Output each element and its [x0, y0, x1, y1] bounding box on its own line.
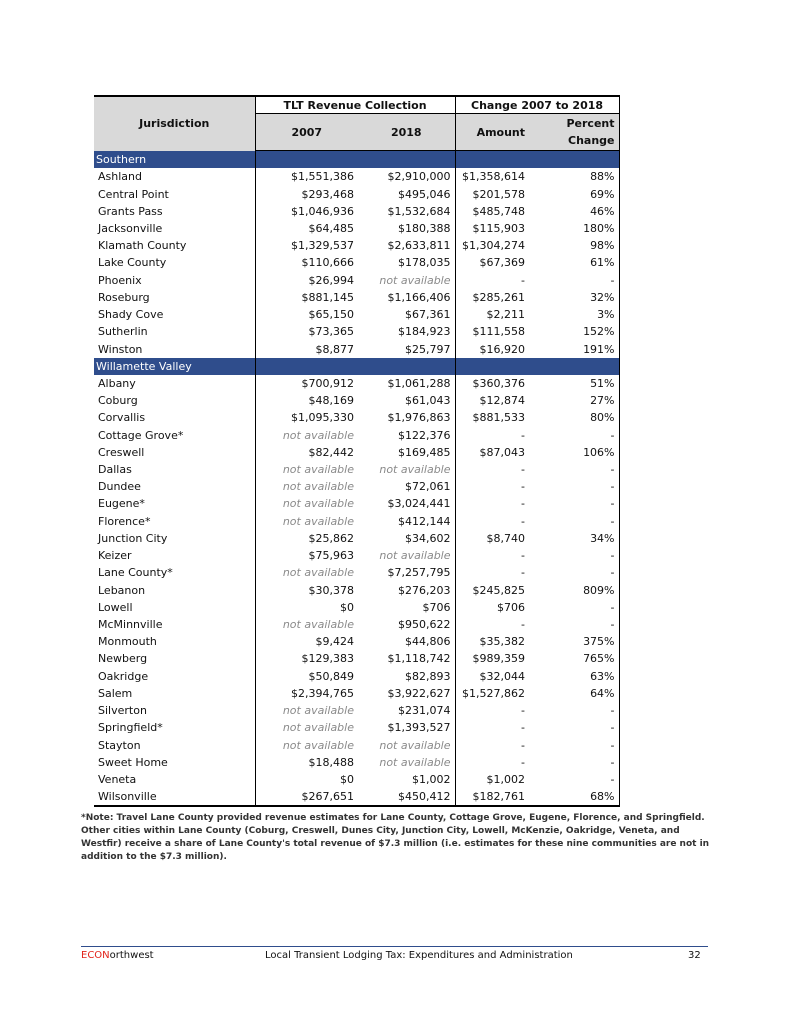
- percent-change-cell: 180%: [529, 220, 619, 237]
- table-row: [94, 719, 619, 736]
- change-amount-cell: $182,761: [455, 788, 529, 806]
- footer-brand-logo: [81, 950, 154, 961]
- table-row: [94, 220, 619, 237]
- revenue-2007-cell: $110,666: [255, 254, 358, 271]
- jurisdiction-cell: Grants Pass: [98, 204, 163, 218]
- jurisdiction-cell: Coburg: [98, 394, 138, 408]
- revenue-2018-cell: not available: [358, 736, 455, 753]
- revenue-2018-cell: $1,061,288: [358, 375, 455, 392]
- jurisdiction-cell: Albany: [98, 376, 136, 390]
- revenue-2007-cell: not available: [255, 495, 358, 512]
- percent-change-cell: 68%: [529, 788, 619, 806]
- revenue-2018-cell: $3,024,441: [358, 495, 455, 512]
- table-footnote: *Note: Travel Lane County provided revenue estimates for Lane County, Cottage Grove, Eugene, Florence, and Springfield. Other cities within Lane County (Coburg, Creswell, Dunes City, Junction City, Lowell, McKenzie, Oakridge, Veneta, and Westfir) receive a share of Lane County's total revenue of $7.3 million (i.e. estimates for these nine communities are not in addition to the $7.3 million).: [81, 813, 710, 862]
- jurisdiction-cell: Stayton: [98, 738, 141, 752]
- revenue-2007-cell: $1,046,936: [255, 203, 358, 220]
- table-row: [94, 513, 619, 530]
- percent-change-cell: 3%: [529, 306, 619, 323]
- jurisdiction-cell: Phoenix: [98, 273, 142, 287]
- table-row: [94, 289, 619, 306]
- table-row: [94, 306, 619, 323]
- jurisdiction-cell: Junction City: [98, 531, 168, 545]
- table-row: [94, 427, 619, 444]
- jurisdiction-cell: Dundee: [98, 480, 141, 494]
- page-number: 32: [688, 950, 701, 961]
- revenue-2007-cell: $64,485: [255, 220, 358, 237]
- brand-rest: orthwest: [109, 950, 154, 961]
- revenue-2007-cell: $129,383: [255, 650, 358, 667]
- percent-change-cell: 46%: [529, 203, 619, 220]
- percent-change-cell: -: [529, 513, 619, 530]
- percent-change-cell: 809%: [529, 581, 619, 598]
- change-amount-cell: -: [521, 704, 526, 718]
- revenue-2018-cell: $3,922,627: [358, 685, 455, 702]
- table-row: [94, 237, 619, 254]
- change-amount-cell: $115,903: [472, 221, 526, 235]
- table-row: [94, 461, 619, 478]
- table-row: [94, 478, 619, 495]
- change-amount-cell: $1,304,274: [462, 239, 526, 253]
- percent-change-cell: -: [529, 427, 619, 444]
- revenue-2018-cell: $44,806: [358, 633, 455, 650]
- change-amount-cell: -: [521, 549, 526, 563]
- revenue-2007-cell: not available: [255, 702, 358, 719]
- change-amount-cell: $989,359: [472, 652, 526, 666]
- footer-document-title: Local Transient Lodging Tax: Expenditures and Administration: [265, 950, 573, 961]
- change-amount-cell: $706: [497, 600, 526, 614]
- section-band-fill: [255, 358, 455, 375]
- jurisdiction-cell: Klamath County: [98, 239, 187, 253]
- table-row: [94, 375, 619, 392]
- change-amount-cell: $485,748: [472, 204, 526, 218]
- section-header-row: [94, 151, 619, 169]
- jurisdiction-cell: Creswell: [98, 445, 145, 459]
- change-amount-cell: $2,211: [486, 308, 526, 322]
- percent-change-cell: -: [529, 564, 619, 581]
- jurisdiction-cell: Lake County: [98, 256, 167, 270]
- change-amount-cell: -: [521, 721, 526, 735]
- percent-change-cell: 51%: [529, 375, 619, 392]
- change-amount-cell: $1,002: [486, 772, 526, 786]
- percent-change-cell: -: [529, 719, 619, 736]
- change-amount-cell: -: [521, 566, 526, 580]
- header-group-change: Change 2007 to 2018: [455, 96, 619, 114]
- revenue-2018-cell: $184,923: [358, 323, 455, 340]
- jurisdiction-cell: Veneta: [98, 772, 137, 786]
- change-amount-cell: $35,382: [479, 635, 526, 649]
- revenue-2018-cell: $2,633,811: [358, 237, 455, 254]
- revenue-2007-cell: $1,329,537: [255, 237, 358, 254]
- revenue-2007-cell: not available: [255, 719, 358, 736]
- table-body: [94, 151, 619, 807]
- table-row: [94, 771, 619, 788]
- percent-change-cell: -: [529, 754, 619, 771]
- change-amount-cell: -: [521, 514, 526, 528]
- revenue-2018-cell: $61,043: [358, 392, 455, 409]
- revenue-2007-cell: $1,095,330: [255, 409, 358, 426]
- revenue-2018-cell: $450,412: [358, 788, 455, 806]
- table-row: [94, 323, 619, 340]
- change-amount-cell: $67,369: [479, 256, 526, 270]
- revenue-2007-cell: $700,912: [255, 375, 358, 392]
- jurisdiction-cell: Monmouth: [98, 635, 157, 649]
- percent-change-cell: 152%: [529, 323, 619, 340]
- table-header: [94, 96, 619, 151]
- revenue-2007-cell: $50,849: [255, 668, 358, 685]
- change-amount-cell: -: [521, 497, 526, 511]
- percent-change-cell: -: [529, 599, 619, 616]
- revenue-2018-cell: $950,622: [358, 616, 455, 633]
- header-percent-line1: Percent: [566, 117, 615, 130]
- percent-change-cell: 98%: [529, 237, 619, 254]
- percent-change-cell: -: [529, 272, 619, 289]
- table-row: [94, 599, 619, 616]
- percent-change-cell: 69%: [529, 185, 619, 202]
- table-row: [94, 788, 619, 806]
- jurisdiction-cell: Florence*: [98, 514, 151, 528]
- change-amount-cell: $1,527,862: [462, 686, 526, 700]
- revenue-2018-cell: $169,485: [358, 444, 455, 461]
- table-row: [94, 702, 619, 719]
- change-amount-cell: $285,261: [472, 290, 526, 304]
- table-row: [94, 168, 619, 185]
- header-percent-change: [529, 114, 619, 151]
- table-row: [94, 616, 619, 633]
- percent-change-cell: -: [529, 547, 619, 564]
- percent-change-cell: 63%: [529, 668, 619, 685]
- revenue-2018-cell: $25,797: [358, 340, 455, 357]
- change-amount-cell: $245,825: [472, 583, 526, 597]
- revenue-2018-cell: $72,061: [358, 478, 455, 495]
- revenue-2007-cell: $18,488: [255, 754, 358, 771]
- section-band-fill: [255, 151, 455, 169]
- change-amount-cell: $32,044: [479, 669, 526, 683]
- change-amount-cell: -: [521, 618, 526, 632]
- revenue-2018-cell: not available: [358, 754, 455, 771]
- revenue-2007-cell: $48,169: [255, 392, 358, 409]
- revenue-2007-cell: not available: [255, 564, 358, 581]
- table-row: [94, 581, 619, 598]
- table-row: [94, 203, 619, 220]
- section-label: Willamette Valley: [94, 358, 255, 375]
- change-amount-cell: -: [521, 738, 526, 752]
- jurisdiction-cell: Eugene*: [98, 497, 145, 511]
- jurisdiction-cell: McMinnville: [98, 618, 163, 632]
- percent-change-cell: 106%: [529, 444, 619, 461]
- revenue-2018-cell: $2,910,000: [358, 168, 455, 185]
- percent-change-cell: -: [529, 495, 619, 512]
- change-amount-cell: $16,920: [479, 342, 526, 356]
- revenue-2018-cell: $231,074: [358, 702, 455, 719]
- change-amount-cell: $111,558: [472, 325, 526, 339]
- table-row: [94, 736, 619, 753]
- change-amount-cell: $881,533: [472, 411, 526, 425]
- header-2018: 2018: [358, 114, 455, 151]
- table-row: [94, 392, 619, 409]
- revenue-2018-cell: $7,257,795: [358, 564, 455, 581]
- percent-change-cell: 34%: [529, 530, 619, 547]
- jurisdiction-cell: Roseburg: [98, 290, 150, 304]
- change-amount-cell: $201,578: [472, 187, 526, 201]
- table-row: [94, 185, 619, 202]
- jurisdiction-cell: Lowell: [98, 600, 133, 614]
- change-amount-cell: -: [521, 463, 526, 477]
- jurisdiction-cell: Keizer: [98, 549, 132, 563]
- revenue-2007-cell: $65,150: [255, 306, 358, 323]
- section-band-fill: [455, 151, 619, 169]
- revenue-2018-cell: $276,203: [358, 581, 455, 598]
- table-row: [94, 754, 619, 771]
- jurisdiction-cell: Lane County*: [98, 566, 173, 580]
- change-amount-cell: $8,740: [486, 531, 526, 545]
- revenue-2007-cell: $82,442: [255, 444, 358, 461]
- revenue-2018-cell: $178,035: [358, 254, 455, 271]
- revenue-2018-cell: $1,002: [358, 771, 455, 788]
- jurisdiction-cell: Cottage Grove*: [98, 428, 184, 442]
- revenue-2018-cell: $34,602: [358, 530, 455, 547]
- percent-change-cell: -: [529, 616, 619, 633]
- percent-change-cell: 765%: [529, 650, 619, 667]
- percent-change-cell: -: [529, 478, 619, 495]
- jurisdiction-cell: Winston: [98, 342, 143, 356]
- revenue-2018-cell: $67,361: [358, 306, 455, 323]
- section-label: Southern: [94, 151, 255, 169]
- table-row: [94, 650, 619, 667]
- change-amount-cell: -: [521, 428, 526, 442]
- jurisdiction-cell: Wilsonville: [94, 788, 255, 806]
- revenue-2007-cell: $0: [255, 599, 358, 616]
- revenue-2018-cell: $1,976,863: [358, 409, 455, 426]
- table-row: [94, 254, 619, 271]
- change-amount-cell: $87,043: [479, 445, 526, 459]
- percent-change-cell: 32%: [529, 289, 619, 306]
- table-row: [94, 547, 619, 564]
- jurisdiction-cell: Corvallis: [98, 411, 146, 425]
- footer-divider: [81, 946, 708, 947]
- revenue-2018-cell: not available: [358, 461, 455, 478]
- revenue-2007-cell: $9,424: [255, 633, 358, 650]
- change-amount-cell: -: [521, 480, 526, 494]
- table-row: [94, 409, 619, 426]
- revenue-2007-cell: $8,877: [255, 340, 358, 357]
- percent-change-cell: -: [529, 736, 619, 753]
- change-amount-cell: $12,874: [479, 394, 526, 408]
- percent-change-cell: -: [529, 771, 619, 788]
- header-percent-line2: Change: [568, 134, 615, 147]
- jurisdiction-cell: Lebanon: [98, 583, 146, 597]
- revenue-2007-cell: $1,551,386: [255, 168, 358, 185]
- revenue-2007-cell: $26,994: [255, 272, 358, 289]
- change-amount-cell: -: [521, 755, 526, 769]
- table-row: [94, 272, 619, 289]
- percent-change-cell: 61%: [529, 254, 619, 271]
- percent-change-cell: -: [529, 702, 619, 719]
- tlt-revenue-table: [94, 95, 620, 807]
- revenue-2007-cell: not available: [255, 461, 358, 478]
- jurisdiction-cell: Shady Cove: [98, 308, 164, 322]
- brand-accent: ECON: [81, 950, 110, 961]
- change-amount-cell: -: [521, 273, 526, 287]
- table-row: [94, 564, 619, 581]
- table-row: [94, 495, 619, 512]
- revenue-2007-cell: not available: [255, 478, 358, 495]
- percent-change-cell: 88%: [529, 168, 619, 185]
- revenue-2007-cell: $75,963: [255, 547, 358, 564]
- percent-change-cell: 27%: [529, 392, 619, 409]
- header-jurisdiction: Jurisdiction: [94, 96, 255, 151]
- revenue-2018-cell: $1,166,406: [358, 289, 455, 306]
- revenue-2018-cell: not available: [358, 272, 455, 289]
- revenue-2018-cell: $1,118,742: [358, 650, 455, 667]
- change-amount-cell: $1,358,614: [462, 170, 526, 184]
- jurisdiction-cell: Oakridge: [98, 669, 149, 683]
- table-row: [94, 668, 619, 685]
- table-row: [94, 685, 619, 702]
- revenue-2018-cell: $412,144: [358, 513, 455, 530]
- revenue-2018-cell: not available: [358, 547, 455, 564]
- revenue-2007-cell: not available: [255, 736, 358, 753]
- revenue-2018-cell: $180,388: [358, 220, 455, 237]
- table-row: [94, 530, 619, 547]
- header-group-tlt-revenue: TLT Revenue Collection: [255, 96, 455, 114]
- jurisdiction-cell: Salem: [98, 686, 133, 700]
- jurisdiction-cell: Sweet Home: [98, 755, 168, 769]
- revenue-2007-cell: $267,651: [255, 788, 358, 806]
- revenue-2007-cell: $881,145: [255, 289, 358, 306]
- percent-change-cell: 191%: [529, 340, 619, 357]
- section-header-row: [94, 358, 619, 375]
- revenue-2018-cell: $122,376: [358, 427, 455, 444]
- revenue-2007-cell: $25,862: [255, 530, 358, 547]
- jurisdiction-cell: Silverton: [98, 704, 147, 718]
- jurisdiction-cell: Jacksonville: [98, 221, 163, 235]
- revenue-2018-cell: $1,393,527: [358, 719, 455, 736]
- table-row: [94, 633, 619, 650]
- jurisdiction-cell: Ashland: [98, 170, 142, 184]
- revenue-2007-cell: $73,365: [255, 323, 358, 340]
- table-row: [94, 340, 619, 357]
- revenue-2007-cell: $293,468: [255, 185, 358, 202]
- table-row: [94, 444, 619, 461]
- percent-change-cell: -: [529, 461, 619, 478]
- jurisdiction-cell: Sutherlin: [98, 325, 148, 339]
- revenue-2018-cell: $1,532,684: [358, 203, 455, 220]
- revenue-2007-cell: not available: [255, 616, 358, 633]
- revenue-2018-cell: $706: [358, 599, 455, 616]
- change-amount-cell: $360,376: [472, 376, 526, 390]
- jurisdiction-cell: Newberg: [98, 652, 148, 666]
- revenue-2007-cell: not available: [255, 427, 358, 444]
- section-band-fill: [455, 358, 619, 375]
- percent-change-cell: 375%: [529, 633, 619, 650]
- revenue-2007-cell: $2,394,765: [255, 685, 358, 702]
- revenue-2018-cell: $82,893: [358, 668, 455, 685]
- header-amount: Amount: [455, 114, 529, 151]
- jurisdiction-cell: Dallas: [98, 463, 132, 477]
- header-2007: 2007: [255, 114, 358, 151]
- percent-change-cell: 64%: [529, 685, 619, 702]
- percent-change-cell: 80%: [529, 409, 619, 426]
- revenue-2018-cell: $495,046: [358, 185, 455, 202]
- jurisdiction-cell: Springfield*: [98, 721, 163, 735]
- revenue-2007-cell: $0: [255, 771, 358, 788]
- revenue-2007-cell: not available: [255, 513, 358, 530]
- revenue-2007-cell: $30,378: [255, 581, 358, 598]
- jurisdiction-cell: Central Point: [98, 187, 169, 201]
